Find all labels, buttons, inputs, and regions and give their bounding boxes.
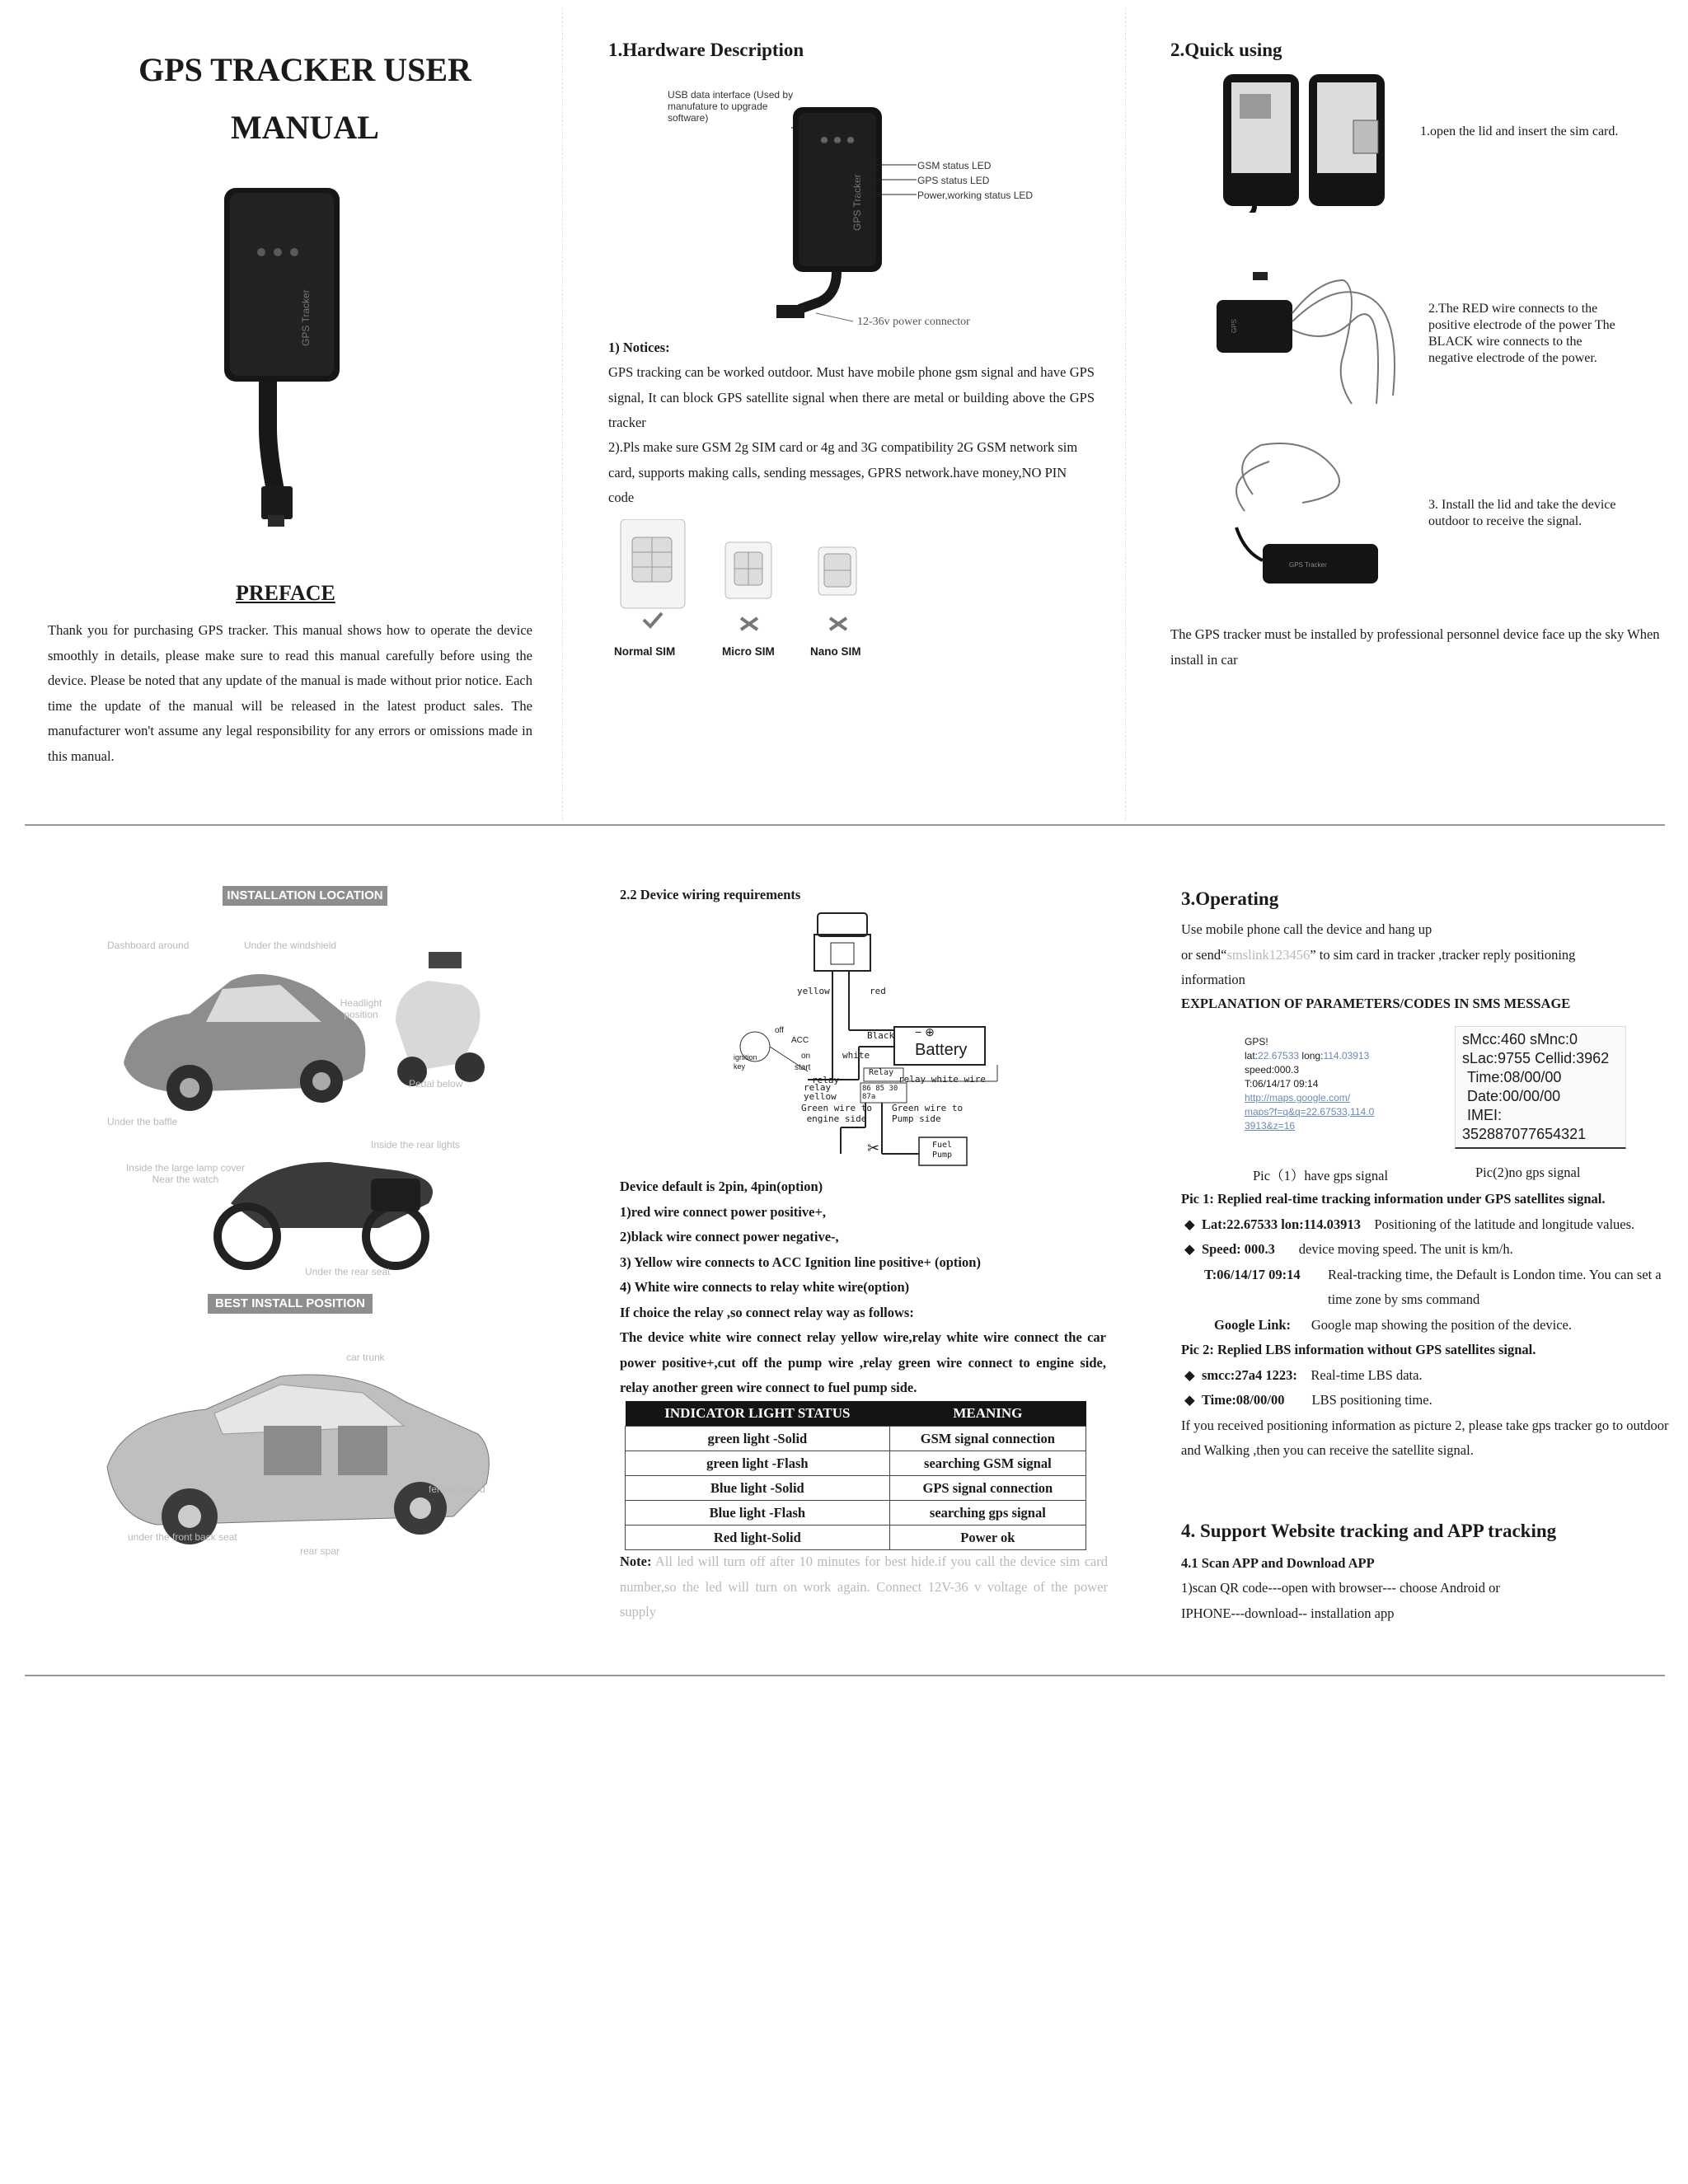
hardware-heading: 1.Hardware Description [608,40,804,60]
sms1-link[interactable]: maps?f=q&q=22.67533,114.0 [1245,1106,1375,1118]
table-cell: searching gps signal [889,1501,1085,1526]
sms2-line: 352887077654321 [1462,1126,1587,1142]
gsm-led-label: GSM status LED [917,160,992,171]
moto-label-lamp-cover: Inside the large lamp cover Near the watch [125,1162,246,1185]
time-row [1181,1263,1672,1313]
moto-label-rear-seat: Under the rear seat [305,1266,391,1277]
notices-heading: 1) Notices: [608,340,670,355]
cross-icon [830,618,846,630]
preface-heading: PREFACE [236,581,335,605]
sms2-line: Date:00/00/00 [1467,1088,1561,1104]
diamond-icon: ◆ [1184,1241,1195,1257]
car-label-windshield: Under the windshield [244,940,337,951]
best-label-rear-spar: rear spar [300,1545,340,1557]
svg-text:GPS: GPS [1231,319,1238,333]
normal-sim-label: Normal SIM [614,645,676,658]
wiring-line-4: 3) Yellow wire connects to ACC Ignition line positive+ (option) [620,1254,981,1270]
power-led-label: Power,working status LED [917,190,1034,201]
smcc-row [1181,1363,1672,1389]
quick-step-1: 1.open the lid and insert the sim card. [1420,124,1619,138]
operating-line-2 [1181,943,1667,968]
support-line-1: 1)scan QR code---open with browser--- choose Android or [1181,1580,1500,1596]
preface-text: Thank you for purchasing GPS tracker. This manual shows how to operate the device smoothly in details, please make sure to read this manual carefully before using the device. Please be noted that any update of the manual is made without prior notice. Each time the update of the manual will be released in the latest product sales. The manufacturer won't assume any legal responsibility for any errors or omissions made in this manual. [48,622,532,764]
table-row [626,1451,1086,1476]
ignition-key-label: ignition key [734,1053,757,1071]
sms1-lat: 22.67533 [1258,1050,1300,1062]
table-cell: Blue light -Flash [626,1501,890,1526]
wire-yellow-label: yellow [797,986,830,996]
sms1-link[interactable]: http://maps.google.com/ [1245,1092,1351,1104]
operating-line-1: Use mobile phone call the device and hang up [1181,921,1432,937]
time2-label: Time:08/00/00 [1201,1392,1285,1408]
note-text: All led will turn off after 10 minutes for best hide.if you call the device sim card number,so the led will turn on work again. Connect 12V-36 v voltage of the power supply [620,1554,1108,1619]
installed-tracker-image [1212,429,1409,593]
best-label-fender-guard: fender-guard [429,1483,485,1495]
operating-line-2b: ” to sim card in tracker ,tracker reply positioning [1310,946,1576,963]
hardware-device-label: GPS Tracker [851,174,863,231]
support-line-2: IPHONE---download-- installation app [1181,1605,1395,1621]
operating-line-2a: or send“ [1181,946,1227,963]
connector-label: 12-36v power connector [857,316,970,328]
sms-message-1 [1245,1035,1409,1133]
table-row [626,1476,1086,1501]
battery-terminals-icon: − ⊕ [915,1025,935,1038]
gps-tracker-device-image [210,181,375,560]
ignition-on-label: on [801,1052,811,1061]
sms1-latlon [1245,1049,1409,1063]
pic2-caption: Pic(2)no gps signal [1475,1165,1581,1180]
relay-pins-label: 86 85 30 87a [862,1085,898,1101]
latlon-label: Lat:22.67533 lon:114.03913 [1201,1216,1361,1232]
quick-step-3: 3. Install the lid and take the device outdoor to receive the signal. [1428,498,1616,528]
relay-box-label: Relay [869,1068,894,1077]
google-row [1181,1313,1672,1338]
wiring-line-1: Device default is 2pin, 4pin(option) [620,1179,823,1194]
sms1-line: T:06/14/17 09:14 [1245,1078,1319,1090]
params-heading: EXPLANATION OF PARAMETERS/CODES IN SMS MESSAGE [1181,996,1571,1011]
wiring-line-6: If choice the relay ,so connect relay way as follows: [620,1304,914,1320]
wiring-heading: 2.2 Device wiring requirements [620,887,801,902]
sms2-line: Time:08/00/00 [1467,1069,1562,1085]
green-pump-label: Green wire to Pump side [892,1103,964,1124]
svg-text:GPS Tracker: GPS Tracker [1289,561,1327,569]
google-text: Google map showing the position of the device. [1311,1316,1573,1333]
nano-sim-label: Nano SIM [810,645,861,658]
speed-row [1181,1237,1672,1263]
indicator-header-status: INDICATOR LIGHT STATUS [626,1401,890,1427]
ignition-off-label: off [775,1026,784,1035]
wiring-line-7: The device white wire connect relay yellow wire,relay white wire connect the car power positive+,cut off the pump wire ,relay green wire connect to engine side, relay another green wire connect to fuel pump side. [620,1329,1106,1395]
cover-title-line1: GPS TRACKER USER [138,51,471,88]
relay-white-wire-label: relay white wire [898,1074,986,1085]
usb-label: USB data interface (Used by manufature to upgrade software) [668,89,794,124]
best-install-position-banner: BEST INSTALL POSITION [208,1294,373,1314]
sms1-long: 114.03913 [1323,1050,1370,1062]
support-subheading: 4.1 Scan APP and Download APP [1181,1555,1375,1571]
relay-yellow-label: relay yellow [804,1082,837,1102]
hardware-diagram [734,74,1080,338]
diamond-icon: ◆ [1184,1392,1195,1408]
table-cell: green light -Flash [626,1451,890,1476]
installation-location-banner: INSTALLATION LOCATION [223,886,387,906]
indicator-table [625,1401,1086,1550]
sms-command: smslink123456 [1226,946,1311,963]
table-cell: GPS signal connection [889,1476,1085,1501]
operating-line-3: information [1181,972,1245,987]
operating-heading: 3.Operating [1181,888,1279,909]
ignition-start-label: start [795,1063,811,1072]
wires-image [1212,264,1409,429]
table-cell: GSM signal connection [889,1427,1085,1451]
best-label-front-back-seat: under the front back seat [128,1531,237,1543]
table-cell: Blue light -Solid [626,1476,890,1501]
smcc-label: smcc:27a4 1223: [1201,1366,1297,1383]
diamond-icon: ◆ [1184,1216,1195,1232]
wiring-note [620,1549,1108,1625]
speed-text: device moving speed. The unit is km/h. [1298,1241,1513,1257]
time2-text: LBS positioning time. [1311,1392,1432,1408]
gps-led-label: GPS status LED [917,175,990,186]
notice-1: GPS tracking can be worked outdoor. Must have mobile phone gsm signal and have GPS signal, It can block GPS satellite signal when there are metal or building above the GPS tracker [608,364,1095,430]
sms2-line: sLac:9755 Cellid:3962 [1462,1050,1610,1066]
green-engine-label: Green wire to engine side [800,1103,873,1124]
operating-intro [1181,917,1667,993]
quick-heading: 2.Quick using [1170,40,1282,60]
sms1-long-label: long: [1299,1050,1324,1062]
battery-label: Battery [915,1041,968,1059]
micro-sim-label: Micro SIM [722,645,775,658]
sms1-lat-label: lat: [1245,1050,1259,1062]
quick-step-2: 2.The RED wire connects to the positive electrode of the power The BLACK wire connects to the negative electrode of the power. [1428,302,1615,365]
diamond-icon: ◆ [1184,1366,1195,1383]
pic1-heading: Pic 1: Replied real-time tracking information under GPS satellites signal. [1181,1191,1606,1207]
open-lid-image [1221,73,1395,213]
wire-black-label: Black [867,1030,895,1041]
table-row [626,1427,1086,1451]
sms-message-2 [1455,1026,1626,1149]
support-heading: 4. Support Website tracking and APP tracking [1181,1521,1557,1541]
note-label: Note: [620,1554,652,1569]
table-row [626,1526,1086,1550]
wiring-line-5: 4) White wire connects to relay white wire(option) [620,1279,910,1295]
car-label-baffle: Under the baffle [107,1116,178,1127]
time-label: T:06/14/17 09:14 [1204,1266,1301,1282]
support-instructions [1181,1576,1667,1626]
wire-red-label: red [870,986,886,996]
sms1-line: speed:000.3 [1245,1064,1300,1076]
ignition-acc-label: ACC [791,1036,809,1045]
cross-icon [741,618,757,630]
car-moto-illustration [99,931,511,1294]
operating-explanations [1181,1187,1672,1464]
indicator-table-header [626,1401,1086,1427]
moto-label-rear-lights: Inside the rear lights [371,1139,461,1151]
table-row [626,1501,1086,1526]
latlon-row [1181,1212,1672,1238]
table-cell: Red light-Solid [626,1526,890,1550]
indicator-header-meaning: MEANING [889,1401,1085,1427]
sms1-line: GPS! [1245,1036,1268,1047]
latlon-text: Positioning of the latitude and longitude values. [1374,1216,1635,1232]
device-label: GPS Tracker [300,289,312,346]
wire-white-label: white [842,1050,870,1061]
sms2-line: sMcc:460 sMnc:0 [1462,1031,1578,1047]
sms1-link[interactable]: 3913&z=16 [1245,1120,1296,1132]
pic1-caption: Pic（1）have gps signal [1253,1168,1389,1183]
table-cell: green light -Solid [626,1427,890,1451]
install-note: The GPS tracker must be installed by professional personnel device face up the sky When install in car [1170,626,1660,668]
sim-card-images [614,519,886,643]
operating-closing: If you received positioning information as picture 2, please take gps tracker go to outdoor and Walking ,then you can receive the satellite signal. [1181,1417,1669,1458]
wiring-instructions [620,1174,1106,1401]
notice-2: 2).Pls make sure GSM 2g SIM card or 4g and 3G compatibility 2G GSM network sim card, supports making calls, sending messages, GPRS network.have money,NO PIN code [608,439,1078,505]
check-icon [644,613,662,626]
speed-label: Speed: 000.3 [1201,1241,1275,1257]
cover-title-line2: MANUAL [231,109,379,146]
scissors-icon: ✂ [867,1140,880,1156]
table-cell: Power ok [889,1526,1085,1550]
wiring-line-3: 2)black wire connect power negative-, [620,1229,839,1244]
table-cell: searching GSM signal [889,1451,1085,1476]
google-label: Google Link: [1214,1316,1292,1333]
moto-label-pedal: Pedal below [409,1078,463,1090]
time2-row [1181,1388,1672,1413]
fuel-pump-label: Fuel Pump [931,1141,953,1160]
smcc-text: Real-time LBS data. [1311,1366,1423,1383]
car-cutaway-illustration [91,1352,503,1558]
relay-label: relay [812,1075,840,1085]
best-label-car-trunk: car trunk [346,1352,385,1363]
car-label-dashboard: Dashboard around [107,940,190,951]
wiring-line-2: 1)red wire connect power positive+, [620,1203,826,1220]
sms2-line: IMEI: [1467,1107,1503,1123]
car-label-headlight: Headlight position [340,997,382,1020]
cover-title [82,41,528,157]
pic2-heading: Pic 2: Replied LBS information without GPS satellites signal. [1181,1342,1536,1357]
time-text: Real-tracking time, the Default is London time. You can set a time zone by sms command [1328,1266,1662,1307]
